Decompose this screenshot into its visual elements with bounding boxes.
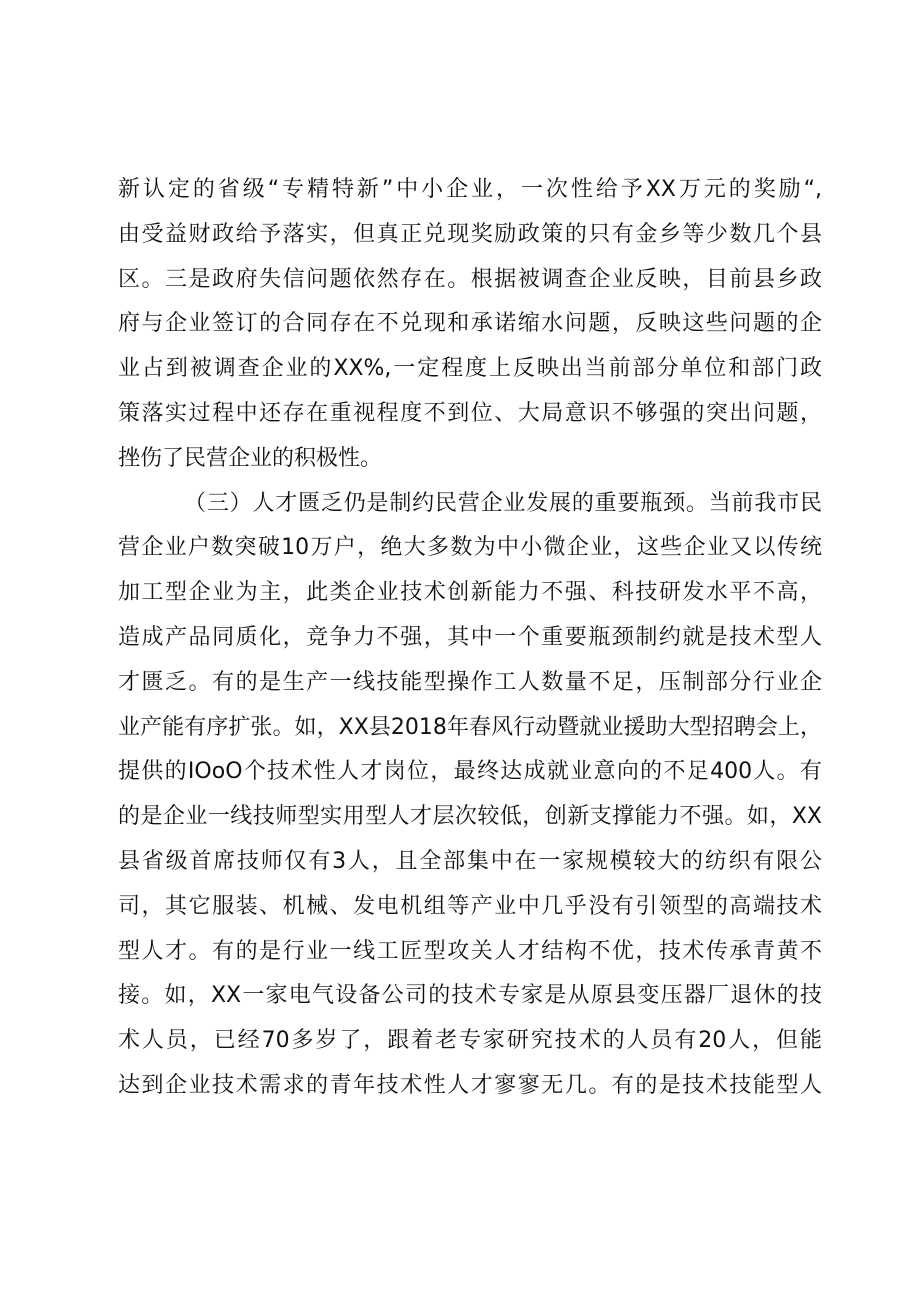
text-line: 接。如，XX一家电气设备公司的技术专家是从原县变压器厂退休的技 bbox=[118, 983, 822, 1009]
text-line: 县省级首席技师仅有3人，且全部集中在一家规模较大的纺织有限公 bbox=[118, 848, 822, 874]
section-heading-line: （三）人才匮乏仍是制约民营企业发展的重要瓶颈。当前我市民 bbox=[184, 490, 822, 516]
text-line: 府与企业签订的合同存在不兑现和承诺缩水问题，反映这些问题的企 bbox=[118, 311, 822, 337]
text-line: 业产能有序扩张。如，XX县2018年春风行动暨就业援助大型招聘会上， bbox=[118, 714, 822, 740]
text-line: 才匮乏。有的是生产一线技能型操作工人数量不足，压制部分行业企 bbox=[118, 669, 822, 695]
text-line: 区。三是政府失信问题依然存在。根据被调查企业反映，目前县乡政 bbox=[118, 266, 822, 292]
text-line: 达到企业技术需求的青年技术性人才寥寥无几。有的是技术技能型人 bbox=[118, 1072, 822, 1098]
text-line: 提供的IOoO个技术性人才岗位，最终达成就业意向的不足400人。有 bbox=[118, 759, 822, 785]
text-line: 营企业户数突破10万户，绝大多数为中小微企业，这些企业又以传统 bbox=[118, 535, 822, 561]
text-line: 业占到被调查企业的XX%,一定程度上反映出当前部分单位和部门政 bbox=[118, 356, 822, 382]
text-line: 加工型企业为主，此类企业技术创新能力不强、科技研发水平不高， bbox=[118, 580, 822, 606]
text-line: 挫伤了民营企业的积极性。 bbox=[118, 445, 383, 471]
body-text bbox=[118, 168, 822, 1109]
text-line: 司，其它服装、机械、发电机组等产业中几乎没有引领型的高端技术 bbox=[118, 893, 822, 919]
text-line: 的是企业一线技师型实用型人才层次较低，创新支撑能力不强。如，XX bbox=[118, 804, 822, 830]
text-line: 由受益财政给予落实，但真正兑现奖励政策的只有金乡等少数几个县 bbox=[118, 221, 822, 247]
text-line: 型人才。有的是行业一线工匠型攻关人才结构不优，技术传承青黄不 bbox=[118, 938, 822, 964]
text-line: 术人员，已经70多岁了，跟着老专家研究技术的人员有20人，但能 bbox=[118, 1028, 822, 1054]
text-line: 新认定的省级“专精特新”中小企业，一次性给予XX万元的奖励“, bbox=[118, 177, 822, 202]
text-line: 策落实过程中还存在重视程度不到位、大局意识不够强的突出问题， bbox=[118, 400, 822, 426]
text-line: 造成产品同质化，竞争力不强，其中一个重要瓶颈制约就是技术型人 bbox=[118, 624, 822, 650]
